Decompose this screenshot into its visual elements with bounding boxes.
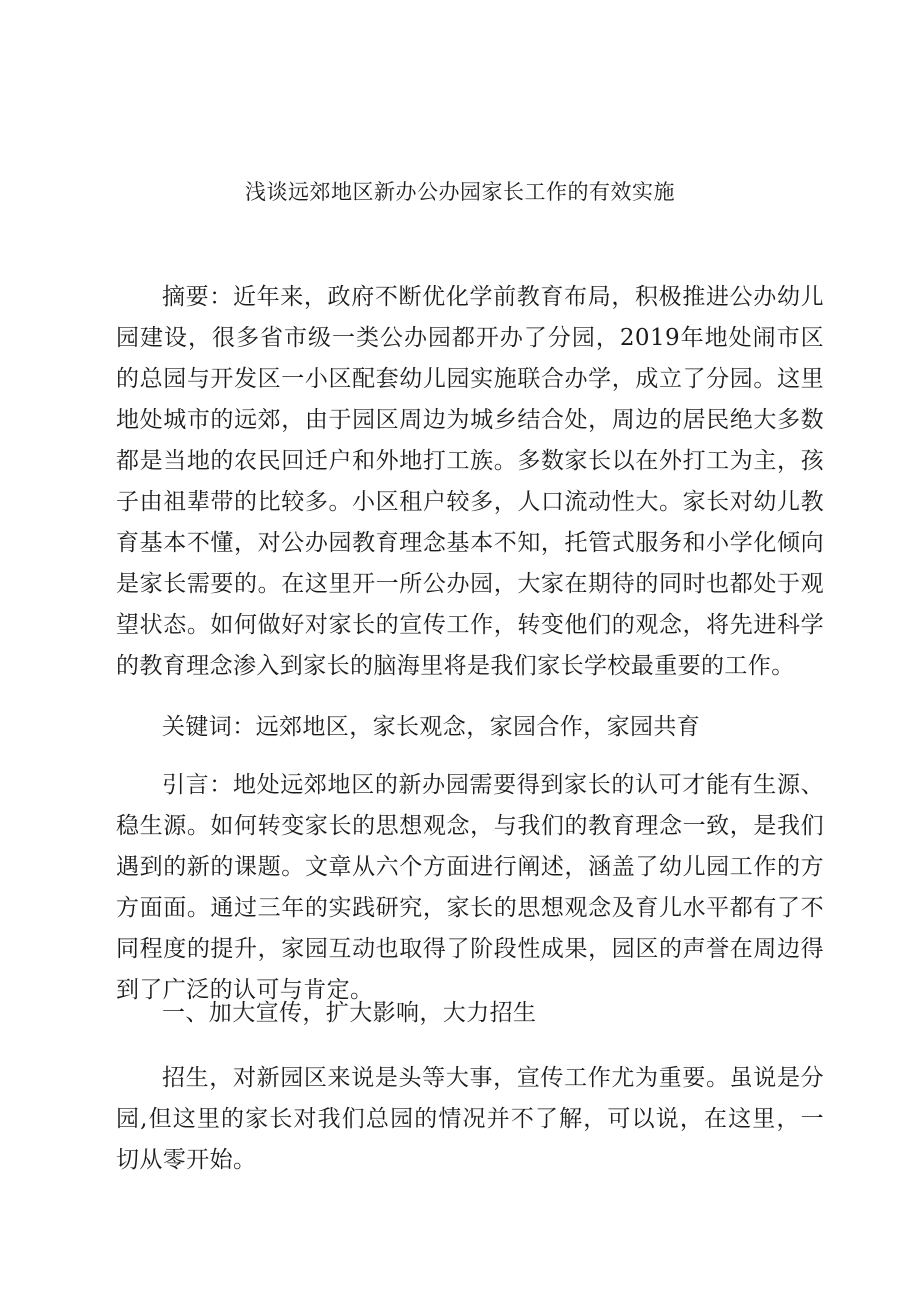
introduction-paragraph: 引言：地处远郊地区的新办园需要得到家长的认可才能有生源、稳生源。如何转变家长的思想观念，与我们的教育理念一致，是我们遇到的新的课题。文章从六个方面进行阐述，涵盖了幼儿园工作的方方面面。通过三年的实践研究，家长的思想观念及育儿水平都有了不同程度的提升，家园互动也取得了阶段性成果，园区的声誉在周边得到了广泛的认可与肯定。: [116, 772, 824, 1003]
abstract-paragraph: 摘要：近年来，政府不断优化学前教育布局，积极推进公办幼儿园建设，很多省市级一类公办园都开办了分园，2019年地处闹市区的总园与开发区一小区配套幼儿园实施联合办学，成立了分园。这里地处城市的远郊，由于园区周边为城乡结合处，周边的居民绝大多数都是当地的农民回迁户和外地打工族。多数家长以在外打工为主，孩子由祖辈带的比较多。小区租户较多，人口流动性大。家长对幼儿教育基本不懂，对公办园教育理念基本不知，托管式服务和小学化倾向是家长需要的。在这里开一所公办园，大家在期待的同时也都处于观望状态。如何做好对家长的宣传工作，转变他们的观念，将先进科学的教育理念渗入到家长的脑海里将是我们家长学校最重要的工作。: [116, 284, 824, 679]
section-paragraph: 招生，对新园区来说是头等大事，宣传工作尤为重要。虽说是分园,但这里的家长对我们总园的情况并不了解，可以说，在这里，一切从零开始。: [116, 1065, 824, 1173]
section-heading: 一、加大宣传，扩大影响，大力招生: [162, 1000, 537, 1026]
document-title: 浅谈远郊地区新办公办园家长工作的有效实施: [245, 180, 675, 204]
keywords-paragraph: 关键词：远郊地区，家长观念，家园合作，家园共育: [162, 714, 701, 740]
